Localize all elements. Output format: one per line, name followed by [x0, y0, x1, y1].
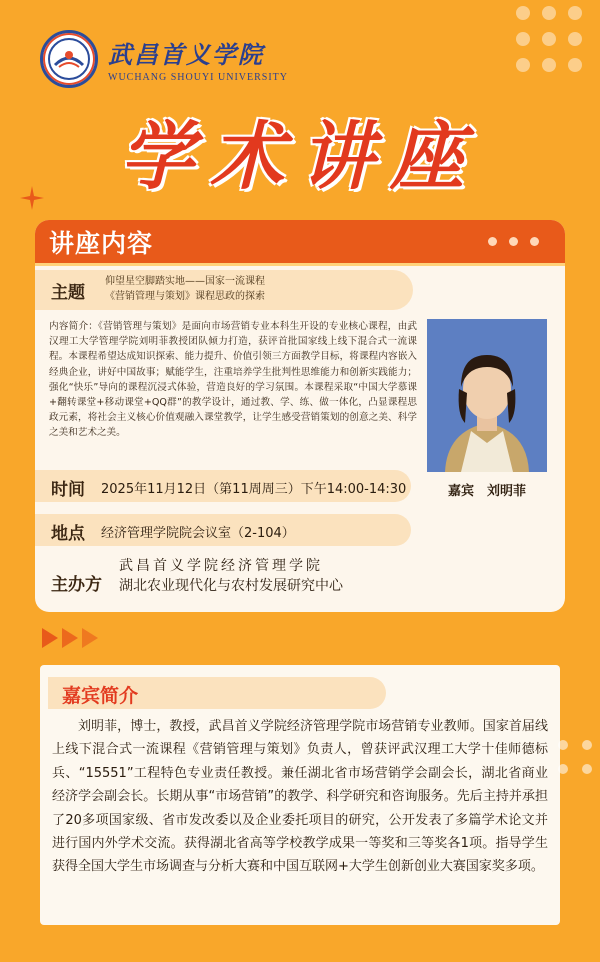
organizer-line: 湖北农业现代化与农村发展研究中心 — [119, 578, 343, 594]
guest-name-caption: 嘉宾 刘明菲 — [447, 484, 526, 499]
organizer-text — [119, 556, 343, 596]
guest-intro-card — [40, 665, 560, 925]
time-label: 时间 — [51, 480, 85, 500]
time-value: 2025年11月12日（第11周周三）下午14:00-14:30 — [101, 482, 407, 497]
lecture-card-header — [35, 220, 565, 266]
lecture-description: 内容简介：《营销管理与策划》是面向市场营销专业本科生开设的专业核心课程，由武汉理工大学管理学院刘明菲教授团队倾力打造，获评首批国家线上线下混合式一流课程。本课程希望达成知识探索、能力提升、价值引领三方面教学目标，将课程内容嵌入经典企业，讲好中国故事；赋能学生，注重培养学生批判性思维能力和创新实践能力；强化“快乐”导向的课程沉浸式体验，营造良好的学习氛围。本课程采取“中国大学慕课+翻转课堂+移动课堂+QQ群”的教学设计，通过教、学、练、做一体化，凸显课程思政元素，将社会主义核心价值观融入课堂教学，让学生感受营销策划的创意之美、科学之美和艺术之美。 — [49, 321, 417, 439]
guest-photo — [427, 319, 547, 472]
decorative-dots — [558, 740, 592, 774]
sparkle-icon — [20, 186, 44, 210]
organizer-line: 武昌首义学院经济管理学院 — [119, 558, 323, 574]
university-seal-icon — [40, 30, 98, 88]
lecture-card — [35, 220, 565, 612]
school-name-cn: 武昌首义学院 — [108, 40, 264, 69]
subject-label: 主题 — [51, 283, 85, 303]
section-title: 讲座内容 — [49, 228, 154, 258]
subject-line: 仰望星空脚踏实地——国家一流课程 — [105, 276, 265, 287]
organizer-label: 主办方 — [51, 575, 102, 595]
place-value: 经济管理学院院会议室（2-104） — [101, 526, 295, 541]
intro-title: 嘉宾简介 — [62, 685, 139, 707]
header-dots — [488, 237, 539, 246]
subject-line: 《营销管理与策划》课程思政的探索 — [105, 291, 265, 302]
decorative-dots — [516, 6, 582, 72]
page-title: 学术讲座 — [120, 114, 480, 200]
intro-text: 刘明菲，博士，教授，武昌首义学院经济管理学院市场营销专业教师。国家首届线上线下混合式一流课程《营销管理与策划》负责人，曾获评武汉理工大学十佳师德标兵、“15551”工程特色专业责任教授。兼任湖北省市场营销学会副会长，湖北省商业经济学会副会长。长期从事“市场营销”的教学、科学研究和咨询服务。先后主持并承担了20多项国家级、省市发改委以及企业委托项目的研究，公开发表了多篇学术论文并进行国内外学术交流。获得湖北省高等学校教学成果一等奖和三等奖各1项。指导学生获得全国大学生市场调查与分析大赛和中国互联网+大学生创新创业大赛国家奖多项。 — [52, 719, 548, 875]
subject-text — [105, 274, 265, 304]
place-label: 地点 — [51, 524, 85, 544]
school-name-en: WUCHANG SHOUYI UNIVERSITY — [108, 72, 288, 83]
arrow-decoration-icon — [42, 628, 98, 648]
university-logo — [40, 30, 288, 88]
